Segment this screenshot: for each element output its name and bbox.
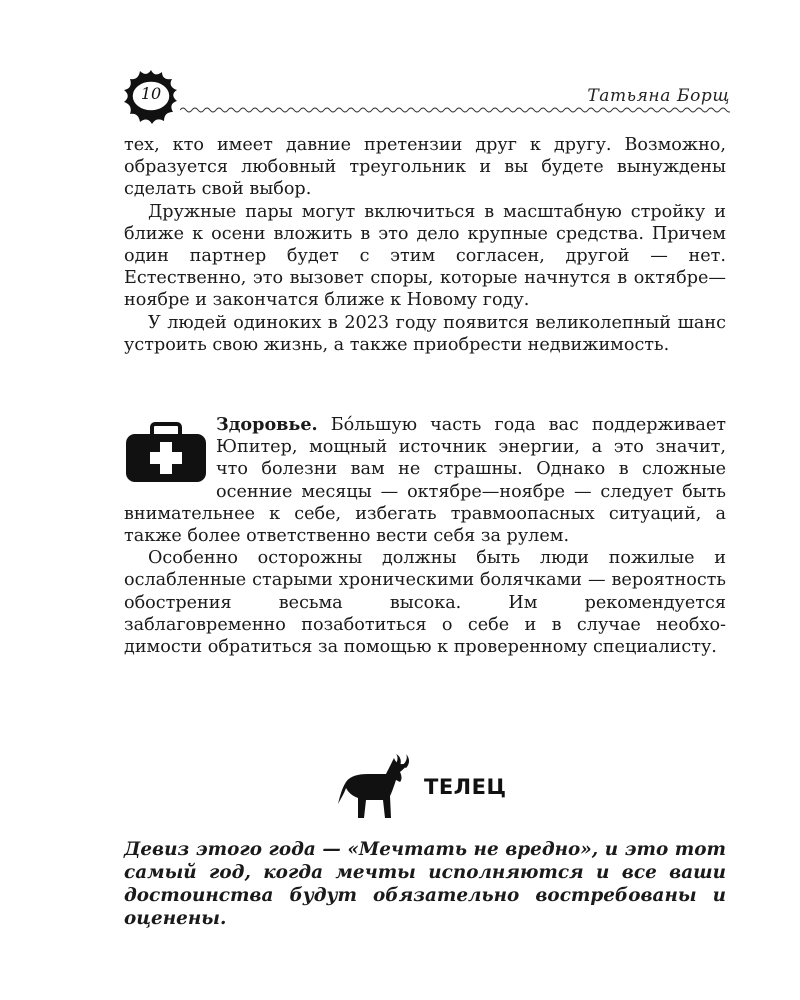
paragraph-continuation: тех, кто имеет давние претензии друг к другу. Возможно, образуется любовный треугольник и вы будете вынуждены сделать свой выбор. <box>124 135 726 200</box>
author-name: Татьяна Борщ <box>587 86 730 106</box>
health-heading: Здоровье. <box>216 414 318 435</box>
page-header <box>118 66 730 126</box>
year-motto: Девиз этого года — «Мечтать не вредно», и это тот самый год, когда мечты исполняются и все ваши достоинства будут обязательно востребованы и оценены. <box>124 839 726 929</box>
first-aid-kit-icon <box>124 422 208 486</box>
taurus-bull-icon <box>336 752 416 824</box>
wavy-rule <box>180 106 730 114</box>
zodiac-sign-title: ТЕЛЕЦ <box>424 775 507 799</box>
health-section <box>124 414 726 658</box>
health-paragraph <box>124 414 726 547</box>
intro-text <box>124 134 726 356</box>
paragraph-singles: У людей одиноких в 2023 году появится великолепный шанс устроить свою жизнь, а также приобрести недвижимость. <box>124 312 726 355</box>
health-paragraph-2: Особенно осторожны должны быть люди пожилые и ослабленные старыми хроническими болячками — вероятность обострения весьма высока. Им рекомендуется заблаговременно позаботиться о себе и в случае необходимости обратиться за помощью к проверенному специалисту. <box>124 548 726 658</box>
paragraph-couples: Дружные пары могут включиться в масштабную стройку и ближе к осени вложить в это дело крупные средства. Причем один партнер будет с этим согласен, другой — нет. Естественно, это вызовет споры, которые начнутся в октябре—ноябре и закончатся ближе к Новому году. <box>124 201 726 311</box>
health-text: Бóльшую часть года вас поддерживает Юпитер, мощный источник энергии, а это значит, что болезни вам не страшны. Однако в сложные осенние месяцы — октябре—ноябре — следует быть внимательнее к себе, избегать травмоопасных ситуаций, а также более ответственно вести себя за рулем. <box>124 415 727 547</box>
page-number: 10 <box>140 84 162 103</box>
